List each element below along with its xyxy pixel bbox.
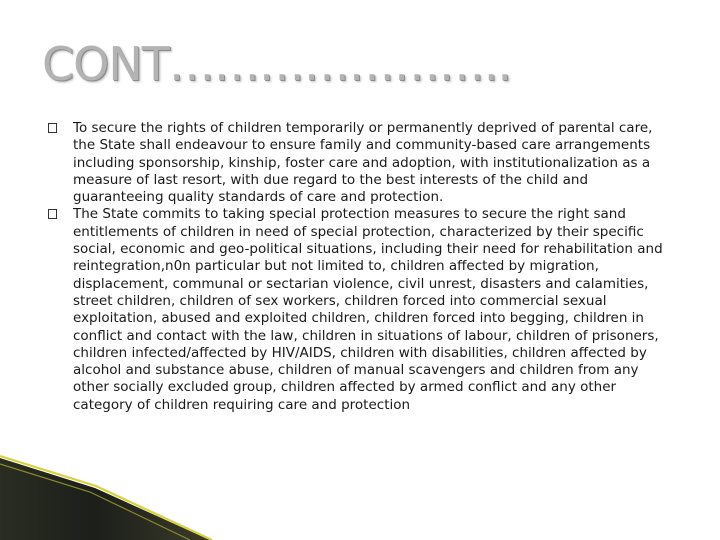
square-bullet-icon — [48, 123, 57, 133]
bullet-list — [48, 120, 678, 414]
bullet-item — [48, 120, 678, 206]
bullet-text: To secure the rights of children temporarily or permanently deprived of parental care, the State shall endeavour to ensure family and community-based care arrangements including sponsorship, kinship, foster care and adoption, with institutionalization as a measure of last resort, with due regard to the best interests of the child and guaranteeing quality standards of care and protection. — [73, 120, 653, 206]
bullet-item — [48, 206, 678, 414]
bullet-text: The State commits to taking special protection measures to secure the right sand entitlements of children in need of special protection, characterized by their specific social, economic and geo-political situations, including their need for rehabilitation and reintegration,n0n particular but not limited to, children affected by migration, displacement, communal or sectarian violence, civil unrest, disasters and calamities, street children, children of sex workers, children forced into commercial sexual exploitation, abused and exploited children, children forced into begging, children in conflict and contact with the law, children in situations of labour, children of prisoners, children infected/affected by HIV/AIDS, children with disabilities, children affected by alcohol and substance abuse, children of manual scavengers and children from any other socially excluded group, children affected by armed conflict and any other category of children requiring care and protection — [73, 206, 663, 413]
slide-title: CONT………………….. — [42, 37, 512, 91]
square-bullet-icon — [48, 209, 57, 219]
decorative-corner-swoosh — [0, 450, 720, 540]
